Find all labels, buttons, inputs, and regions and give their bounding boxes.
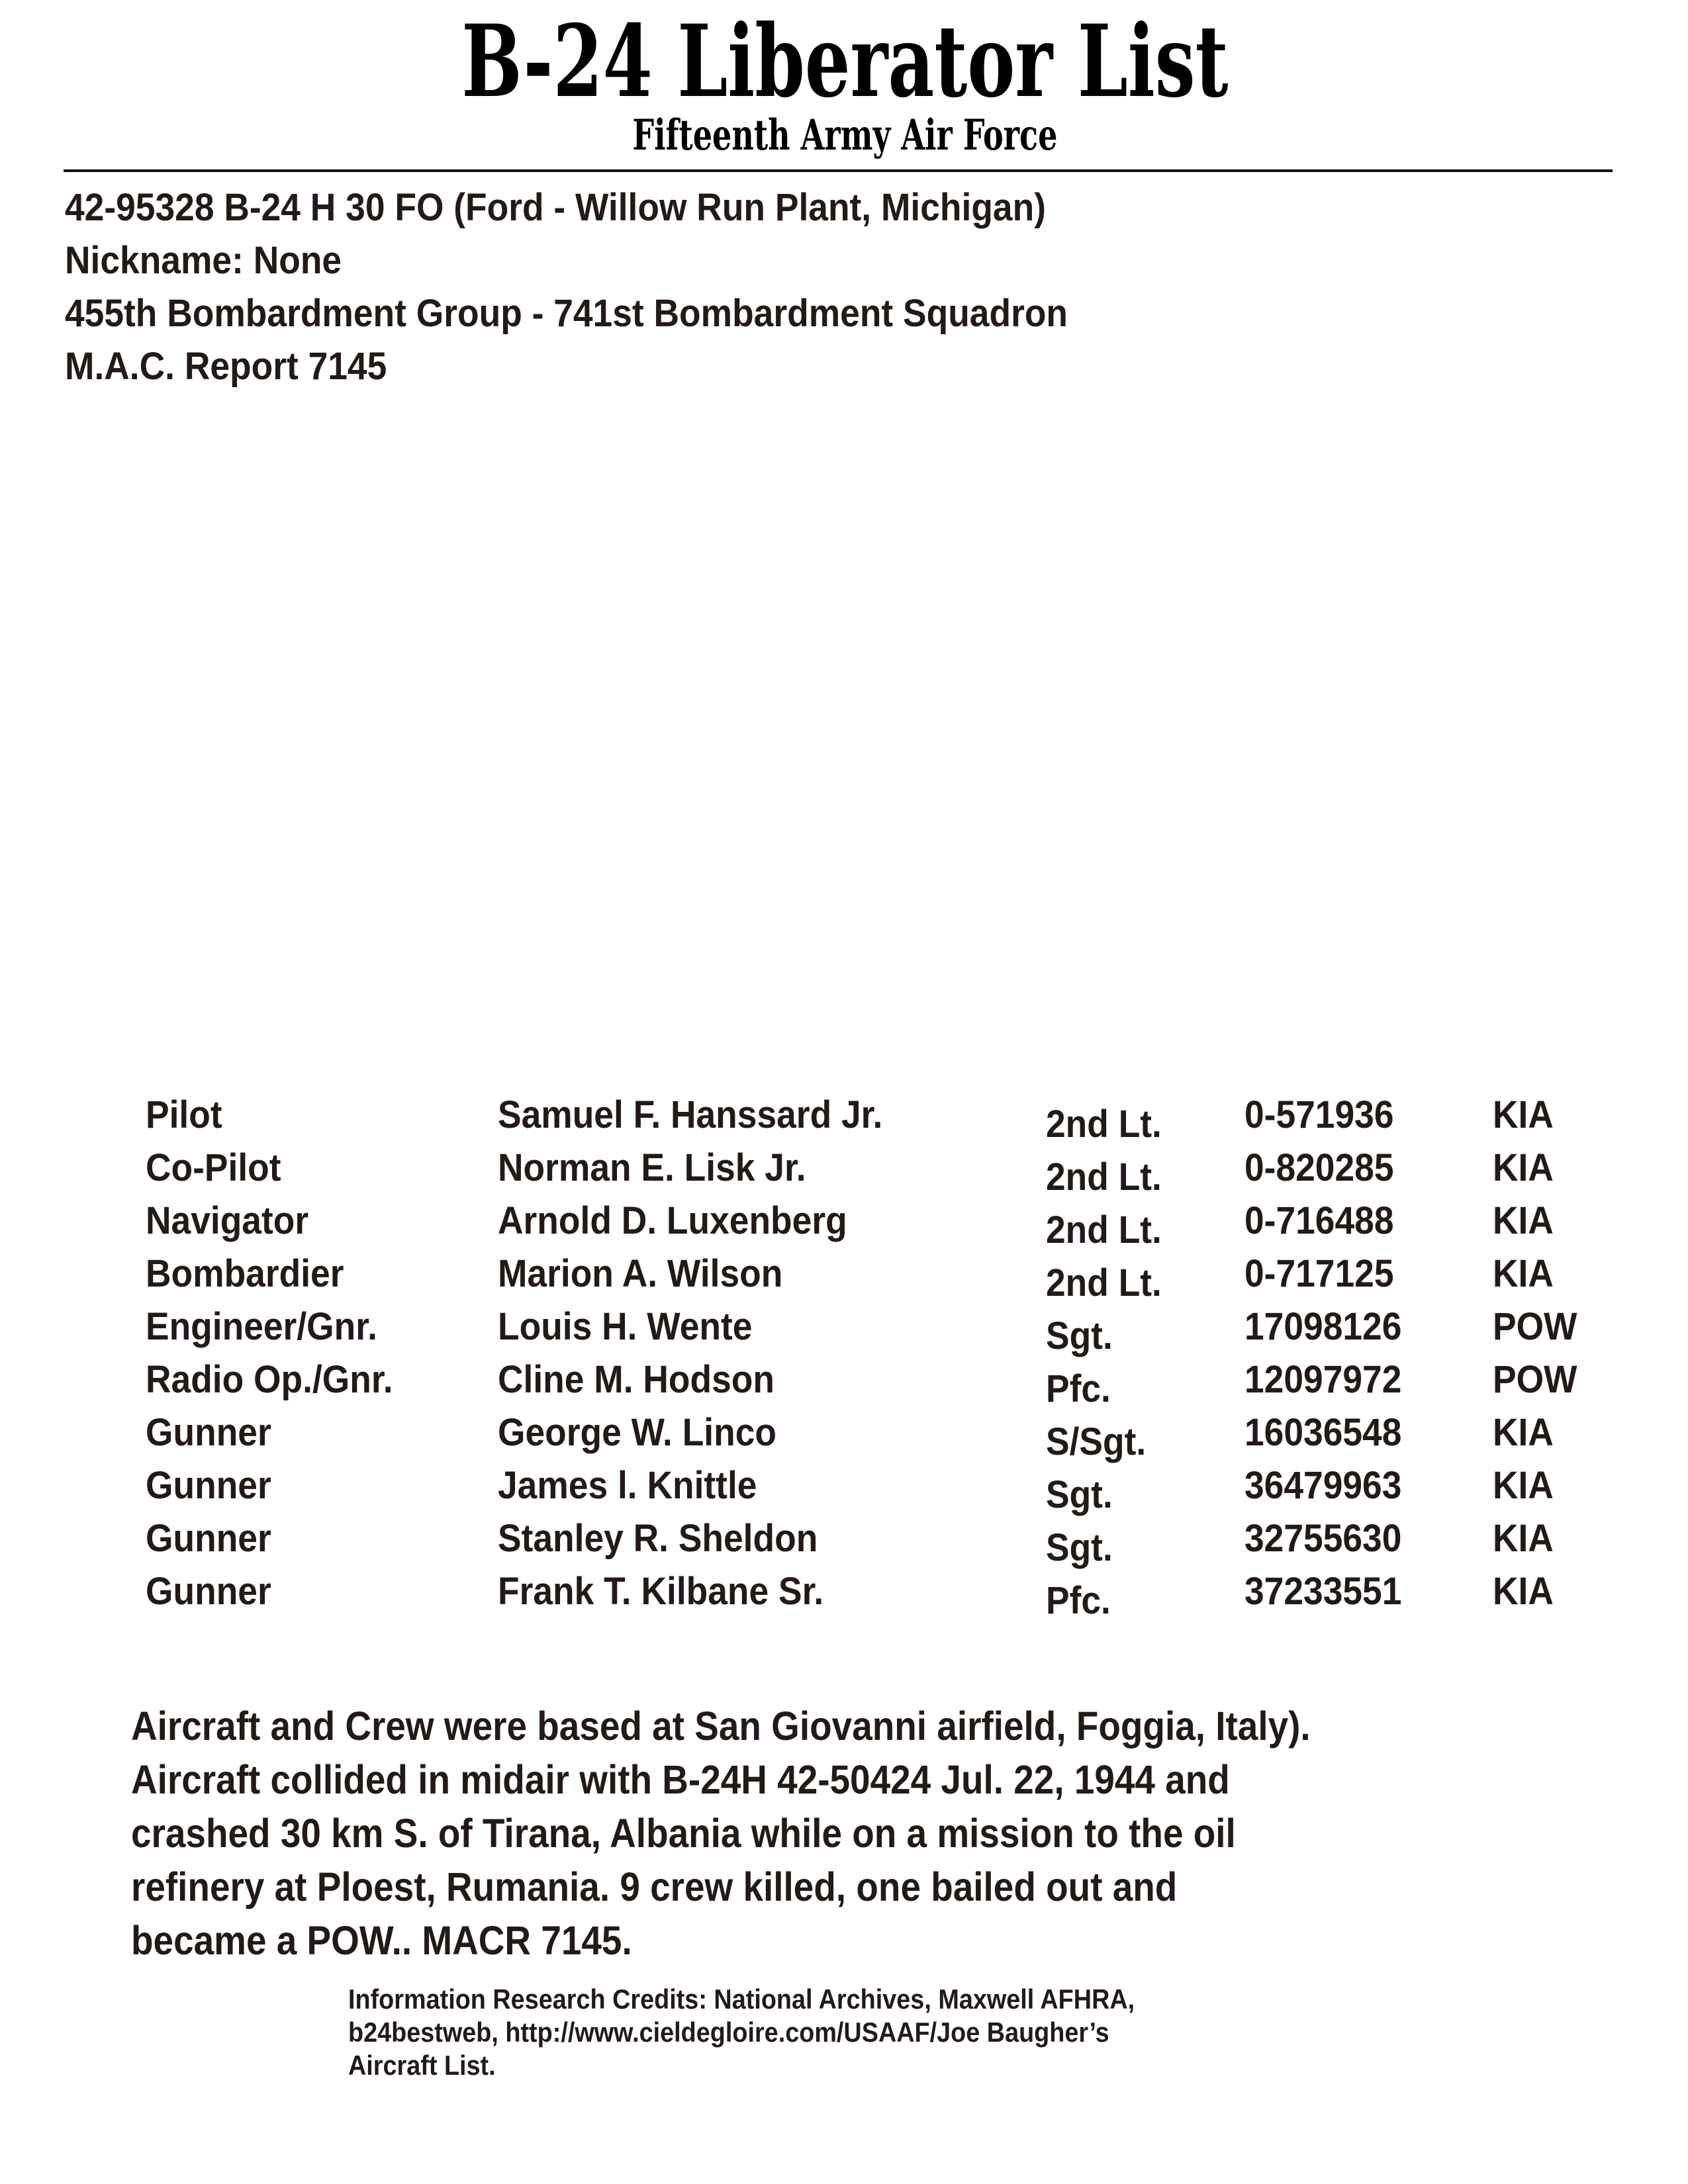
crew-name: Louis H. Wente [498,1305,753,1348]
crew-position: Engineer/Gnr. [146,1305,377,1348]
crew-rank: Sgt. [1046,1473,1113,1516]
crew-serial: 12097972 [1244,1358,1402,1401]
crew-rank: 2nd Lt. [1046,1261,1162,1304]
crew-rank: S/Sgt. [1046,1420,1147,1463]
crew-status: KIA [1493,1093,1554,1136]
page-title: B-24 Liberator List [461,3,1229,120]
crew-rank: Sgt. [1046,1314,1113,1357]
crew-serial: 0-716488 [1244,1199,1394,1242]
crew-status: KIA [1493,1252,1554,1295]
aircraft-macr: M.A.C. Report 7145 [65,345,387,388]
crew-serial: 36479963 [1244,1464,1402,1507]
crew-serial: 0-571936 [1244,1093,1394,1136]
aircraft-nickname: Nickname: None [65,239,342,282]
crew-status: POW [1493,1358,1577,1401]
crew-rank: Pfc. [1046,1367,1111,1410]
crew-status: KIA [1493,1199,1554,1242]
crew-rank: Pfc. [1046,1579,1111,1622]
crew-serial: 16036548 [1244,1411,1402,1454]
crew-position: Pilot [146,1093,222,1136]
credit-line: Aircraft List. [348,2050,496,2081]
crew-name: Marion A. Wilson [498,1252,783,1295]
crew-position: Co-Pilot [146,1146,281,1189]
aircraft-info [65,181,1155,393]
aircraft-unit: 455th Bombardment Group - 741st Bombardment Squadron [65,292,1068,335]
crew-name: Stanley R. Sheldon [498,1517,818,1560]
crew-status: KIA [1493,1411,1554,1454]
crew-status: POW [1493,1305,1577,1348]
crew-name: George W. Linco [498,1411,777,1454]
crew-rank: Sgt. [1046,1526,1113,1569]
crew-position: Navigator [146,1199,309,1242]
crew-serial: 32755630 [1244,1517,1402,1560]
crew-name: James l. Knittle [498,1464,757,1507]
crew-serial: 0-820285 [1244,1146,1394,1189]
research-credits [348,1983,1222,2082]
crew-position: Gunner [146,1517,271,1560]
crew-name: Arnold D. Luxenberg [498,1199,847,1242]
crew-position: Gunner [146,1411,271,1454]
crew-status: KIA [1493,1517,1554,1560]
narrative-line: crashed 30 km S. of Tirana, Albania while on a mission to the oil [131,1811,1236,1856]
aircraft-serial-model: 42-95328 B-24 H 30 FO (Ford - Willow Run Plant, Michigan) [65,186,1046,229]
crew-status: KIA [1493,1464,1554,1507]
crew-position: Gunner [146,1464,271,1507]
narrative-line: Aircraft collided in midair with B-24H 42-50424 Jul. 22, 1944 and [131,1757,1230,1802]
crew-name: Samuel F. Hanssard Jr. [498,1093,883,1136]
crew-position: Bombardier [146,1252,344,1295]
crew-name: Frank T. Kilbane Sr. [498,1570,824,1613]
crew-rank: 2nd Lt. [1046,1103,1162,1146]
crew-rank: 2nd Lt. [1046,1156,1162,1199]
header-divider [64,169,1613,172]
crew-serial: 37233551 [1244,1570,1402,1613]
crew-serial: 0-717125 [1244,1252,1394,1295]
credit-line: Information Research Credits: National Archives, Maxwell AFHRA, [348,1983,1135,2015]
crew-status: KIA [1493,1570,1554,1613]
crew-position: Gunner [146,1570,271,1613]
crew-status: KIA [1493,1146,1554,1189]
crew-serial: 17098126 [1244,1305,1402,1348]
crew-position: Radio Op./Gnr. [146,1358,393,1401]
narrative-line: became a POW.. MACR 7145. [131,1918,632,1963]
crew-name: Norman E. Lisk Jr. [498,1146,806,1189]
page-subtitle: Fifteenth Army Air Force [632,111,1058,160]
credit-line: b24bestweb, http://www.cieldegloire.com/USAAF/Joe Baugher’s [348,2017,1109,2048]
incident-narrative [131,1700,1654,1968]
narrative-line: refinery at Ploest, Rumania. 9 crew killed, one bailed out and [131,1864,1178,1909]
crew-rank: 2nd Lt. [1046,1208,1162,1251]
crew-name: Cline M. Hodson [498,1358,774,1401]
narrative-line: Aircraft and Crew were based at San Giovanni airfield, Foggia, Italy). [131,1704,1311,1749]
